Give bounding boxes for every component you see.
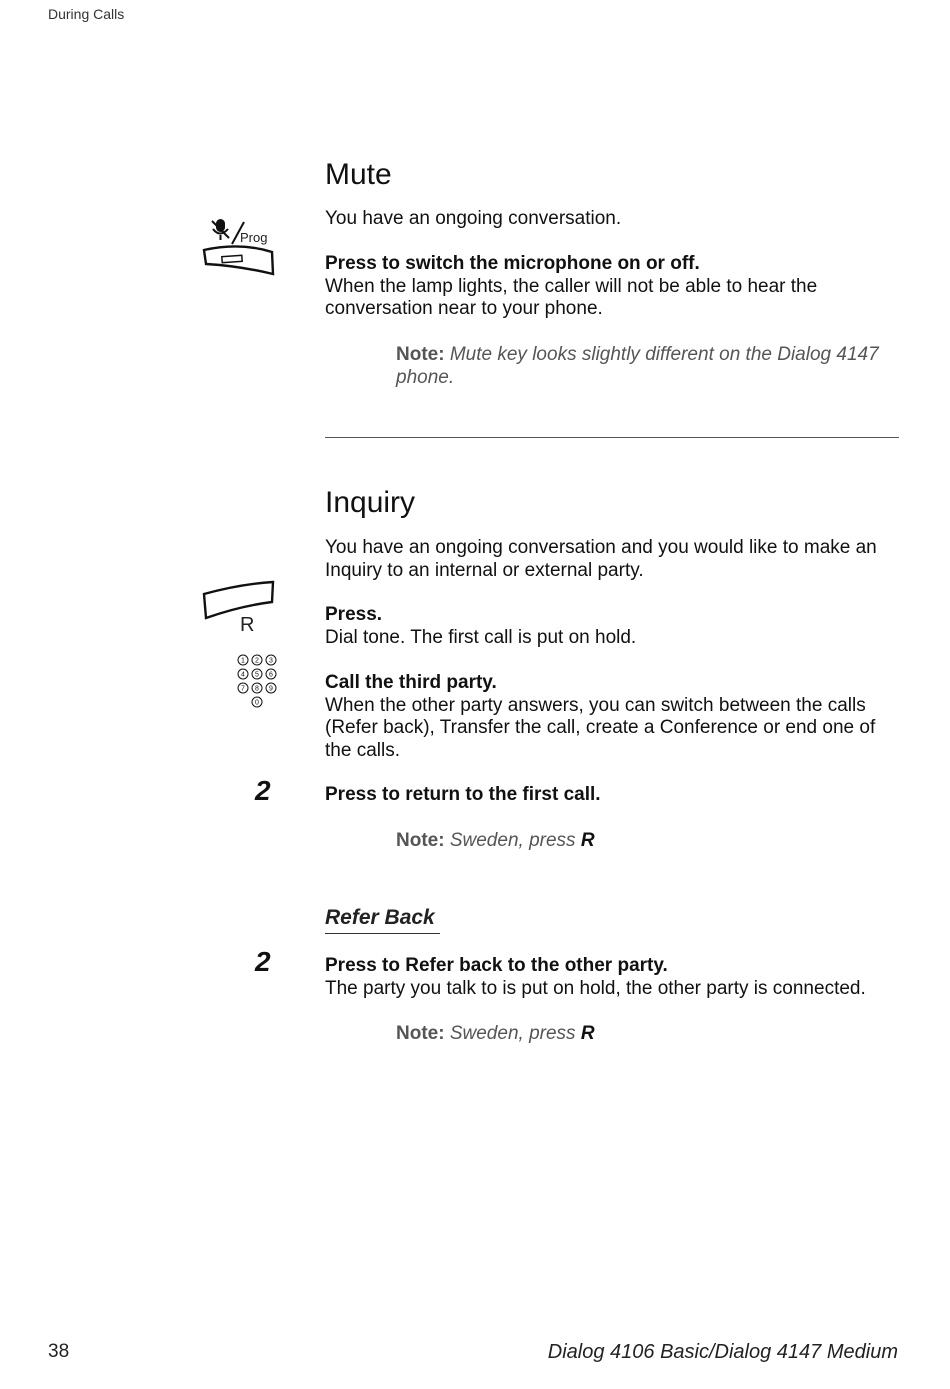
inquiry-title: Inquiry: [325, 486, 416, 519]
r-key-label: R: [240, 614, 255, 636]
keypad-key-4: [238, 669, 248, 679]
mute-title: Mute: [325, 158, 392, 191]
refer-back-note-key: R: [580, 1023, 595, 1044]
inquiry-note-key: R: [580, 830, 595, 851]
svg-text:1: 1: [241, 657, 245, 665]
mute-key-icon: [200, 216, 280, 282]
refer-back-step: [325, 955, 900, 1000]
inquiry-press-desc: Dial tone. The first call is put on hold.: [325, 626, 637, 648]
inquiry-call-desc-2: (Refer back), Transfer the call, create a Conference or end one of: [325, 717, 876, 738]
mute-note-text-1: Mute key looks slightly different on the Dialog 4147: [449, 344, 879, 365]
keypad-key-5: [252, 669, 262, 679]
inquiry-note: [396, 829, 896, 852]
mute-step-desc-2: conversation near to your phone.: [325, 298, 603, 319]
mute-step: [325, 253, 900, 321]
mute-step-instruction: Press to switch the microphone on or off.: [325, 253, 700, 274]
svg-text:4: 4: [241, 671, 245, 679]
inquiry-call-step: [325, 672, 900, 762]
svg-text:5: 5: [255, 671, 259, 679]
mute-intro: You have an ongoing conversation.: [325, 208, 622, 229]
mute-step-desc-1: When the lamp lights, the caller will not be able to hear the: [325, 275, 818, 297]
svg-text:8: 8: [255, 685, 259, 693]
svg-text:3: 3: [269, 657, 273, 665]
refer-back-note-label: Note:: [396, 1023, 445, 1044]
inquiry-note-text: Sweden, press: [449, 830, 576, 851]
refer-back-note: [396, 1022, 896, 1045]
step-number-return: 2: [255, 775, 271, 806]
keypad-icon: [237, 654, 279, 710]
svg-text:6: 6: [269, 671, 273, 679]
refer-back-desc: The party you talk to is put on hold, the other party is connected.: [325, 977, 866, 999]
mute-note-text-2: phone.: [396, 367, 455, 388]
refer-back-title: Refer Back: [325, 906, 435, 929]
keypad-key-2: [252, 655, 262, 665]
inquiry-note-label: Note:: [396, 830, 445, 851]
keypad-key-7: [238, 683, 248, 693]
svg-text:9: 9: [269, 685, 273, 693]
running-header: During Calls: [48, 6, 125, 22]
keypad-key-8: [252, 683, 262, 693]
svg-text:0: 0: [255, 699, 259, 707]
mute-note-label: Note:: [396, 344, 445, 365]
svg-text:7: 7: [241, 685, 245, 693]
keypad-key-3: [266, 655, 276, 665]
keypad-key-1: [238, 655, 248, 665]
mute-note: [396, 343, 896, 389]
svg-text:2: 2: [255, 657, 259, 665]
document-title: Dialog 4106 Basic/Dialog 4147 Medium: [547, 1341, 898, 1363]
prog-label: Prog: [240, 230, 268, 245]
step-number-refer: 2: [255, 946, 271, 977]
inquiry-press-step: [325, 604, 900, 649]
page-number: 38: [48, 1341, 70, 1362]
inquiry-call-desc-1: When the other party answers, you can switch between the calls: [325, 694, 866, 716]
refer-back-underline: [325, 933, 440, 934]
inquiry-press-instruction: Press.: [325, 604, 383, 625]
inquiry-call-instruction: Call the third party.: [325, 672, 497, 693]
inquiry-intro-1: You have an ongoing conversation and you would like to make an: [325, 537, 877, 558]
inquiry-intro-2: Inquiry to an internal or external party.: [325, 559, 644, 581]
section-divider: [325, 437, 899, 438]
inquiry-intro: [325, 537, 900, 582]
refer-back-note-text: Sweden, press: [449, 1023, 576, 1044]
inquiry-call-desc-3: the calls.: [325, 739, 400, 761]
keypad-key-6: [266, 669, 276, 679]
refer-back-instruction: Press to Refer back to the other party.: [325, 955, 668, 976]
keypad-key-9: [266, 683, 276, 693]
keypad-key-0: [252, 697, 262, 707]
inquiry-return-instruction: Press to return to the first call.: [325, 784, 601, 805]
